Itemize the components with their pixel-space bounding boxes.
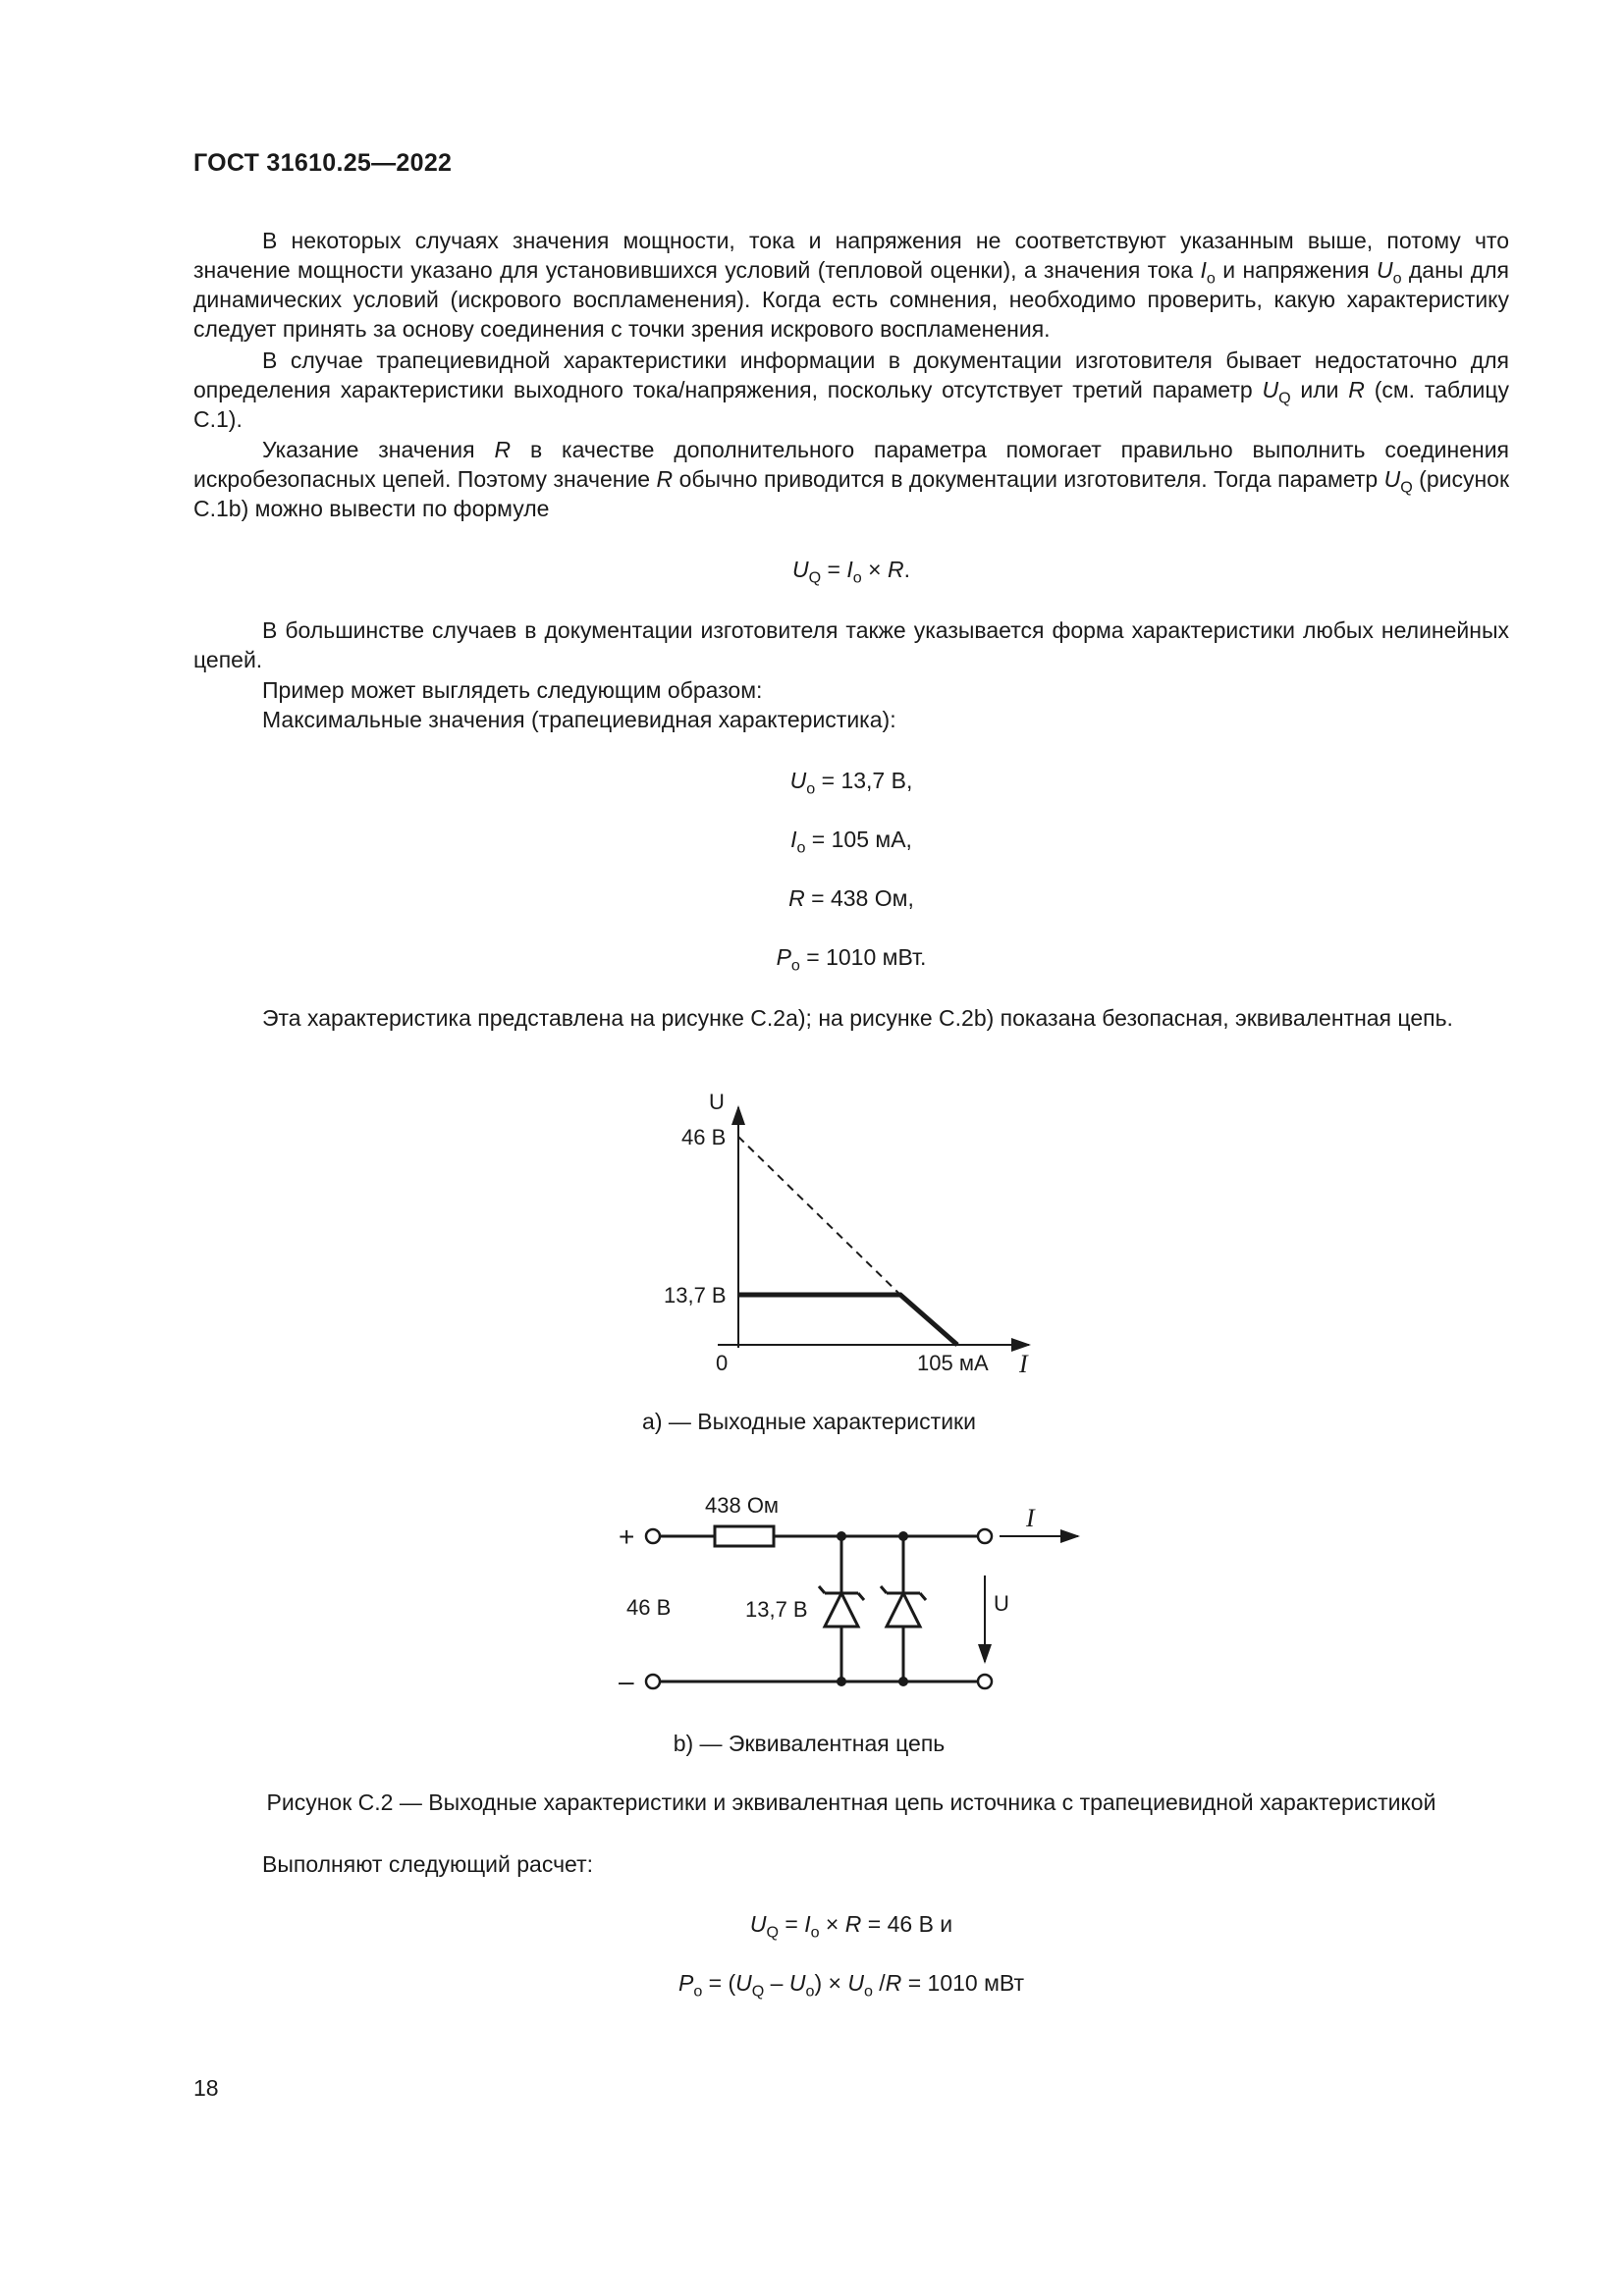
- paragraph-7: Эта характеристика представлена на рисунке С.2a); на рисунке С.2b) показана безопасная, эквивалентная цепь.: [262, 1005, 1453, 1031]
- resistor-label: 438 Ом: [705, 1493, 780, 1518]
- formula-calc-uq: $U_Q = I_o \times R = 46$ В и: [749, 1911, 953, 1942]
- figure-a-caption: a) — Выходные характеристики: [642, 1409, 976, 1434]
- paragraph-5: Пример может выглядеть следующим образом:: [262, 677, 763, 703]
- terminal-out-top: [978, 1529, 992, 1543]
- y-tick-46v: 46 В: [681, 1125, 727, 1149]
- origin-label: 0: [716, 1351, 729, 1375]
- figure-b-caption: b) — Эквивалентная цепь: [673, 1731, 946, 1756]
- x-axis-label: I: [1019, 1350, 1028, 1378]
- terminal-plus: [646, 1529, 660, 1543]
- zener-voltage-label: 13,7 В: [745, 1597, 808, 1622]
- voltage-label: U: [994, 1591, 1009, 1616]
- x-tick-105ma: 105 мА: [917, 1351, 989, 1375]
- value-r: R = 438 Ом,: [788, 885, 914, 911]
- current-label: I: [1026, 1504, 1035, 1532]
- page-number: 18: [193, 2075, 219, 2101]
- y-axis-label: U: [709, 1090, 725, 1114]
- formula-calc-po: $P_o = (U_Q - U_o) \times U_o$ /R = 1010 мВт: [677, 1970, 1025, 2001]
- paragraph-4: В большинстве случаев в документации изготовителя также указывается форма характеристики любых нелинейных цепей.: [193, 617, 1509, 672]
- zener-diode-2: [881, 1536, 926, 1682]
- paragraph-3: Указание значения R в качестве дополнительного параметра помогает правильно выполнить соединения искробезопасных цепей. Поэтому значение R обычно приводится в документации изготовителя. Тогда параметр $U_Q$ (рисунок С.1b) можно вывести по формуле: [193, 437, 1510, 521]
- figure-caption: Рисунок С.2 — Выходные характеристики и эквивалентная цепь источника с трапециевидной характеристикой: [266, 1789, 1436, 1815]
- paragraph-2: В случае трапециевидной характеристики информации в документации изготовителя бывает недостаточно для определения характеристики выходного тока/напряжения, поскольку отсутствует третий параметр $U_Q$ или R (см. таблицу С.1).: [193, 347, 1509, 432]
- document-header: ГОСТ 31610.25—2022: [193, 149, 453, 177]
- paragraph-8: Выполняют следующий расчет:: [262, 1851, 594, 1877]
- figure-b-circuit: [646, 1526, 1078, 1688]
- formula-uq: $U_Q = I_o \times R$.: [792, 557, 910, 587]
- resistor: [715, 1526, 774, 1546]
- plus-label: +: [619, 1522, 635, 1552]
- zener-diode-1: [819, 1536, 864, 1682]
- value-io: $I_o = 105$ мА,: [790, 827, 912, 857]
- trapezoid-characteristic: [738, 1295, 957, 1345]
- dashed-load-line: [738, 1137, 900, 1295]
- paragraph-6: Максимальные значения (трапециевидная характеристика):: [262, 707, 896, 732]
- minus-label: –: [619, 1666, 634, 1696]
- source-voltage-label: 46 В: [626, 1595, 672, 1620]
- terminal-minus: [646, 1675, 660, 1688]
- figure-a-graph: [642, 1090, 1029, 1434]
- value-po: $P_o = 1010$ мВт.: [776, 944, 927, 975]
- y-tick-13-7v: 13,7 В: [664, 1283, 727, 1308]
- paragraph-1: В некоторых случаях значения мощности, тока и напряжения не соответствуют указанным выше, потому что значение мощности указано для установившихся условий (тепловой оценки), а значения тока $I_o$ и напряжения $U_o$ даны для динамических условий (искрового воспламенения). Когда есть сомнения, необходимо проверить, какую характеристику следует принять за основу соединения с точки зрения искрового воспламенения.: [193, 228, 1509, 342]
- terminal-out-bottom: [978, 1675, 992, 1688]
- value-uo: $U_o = 13,7$ В,: [789, 768, 913, 798]
